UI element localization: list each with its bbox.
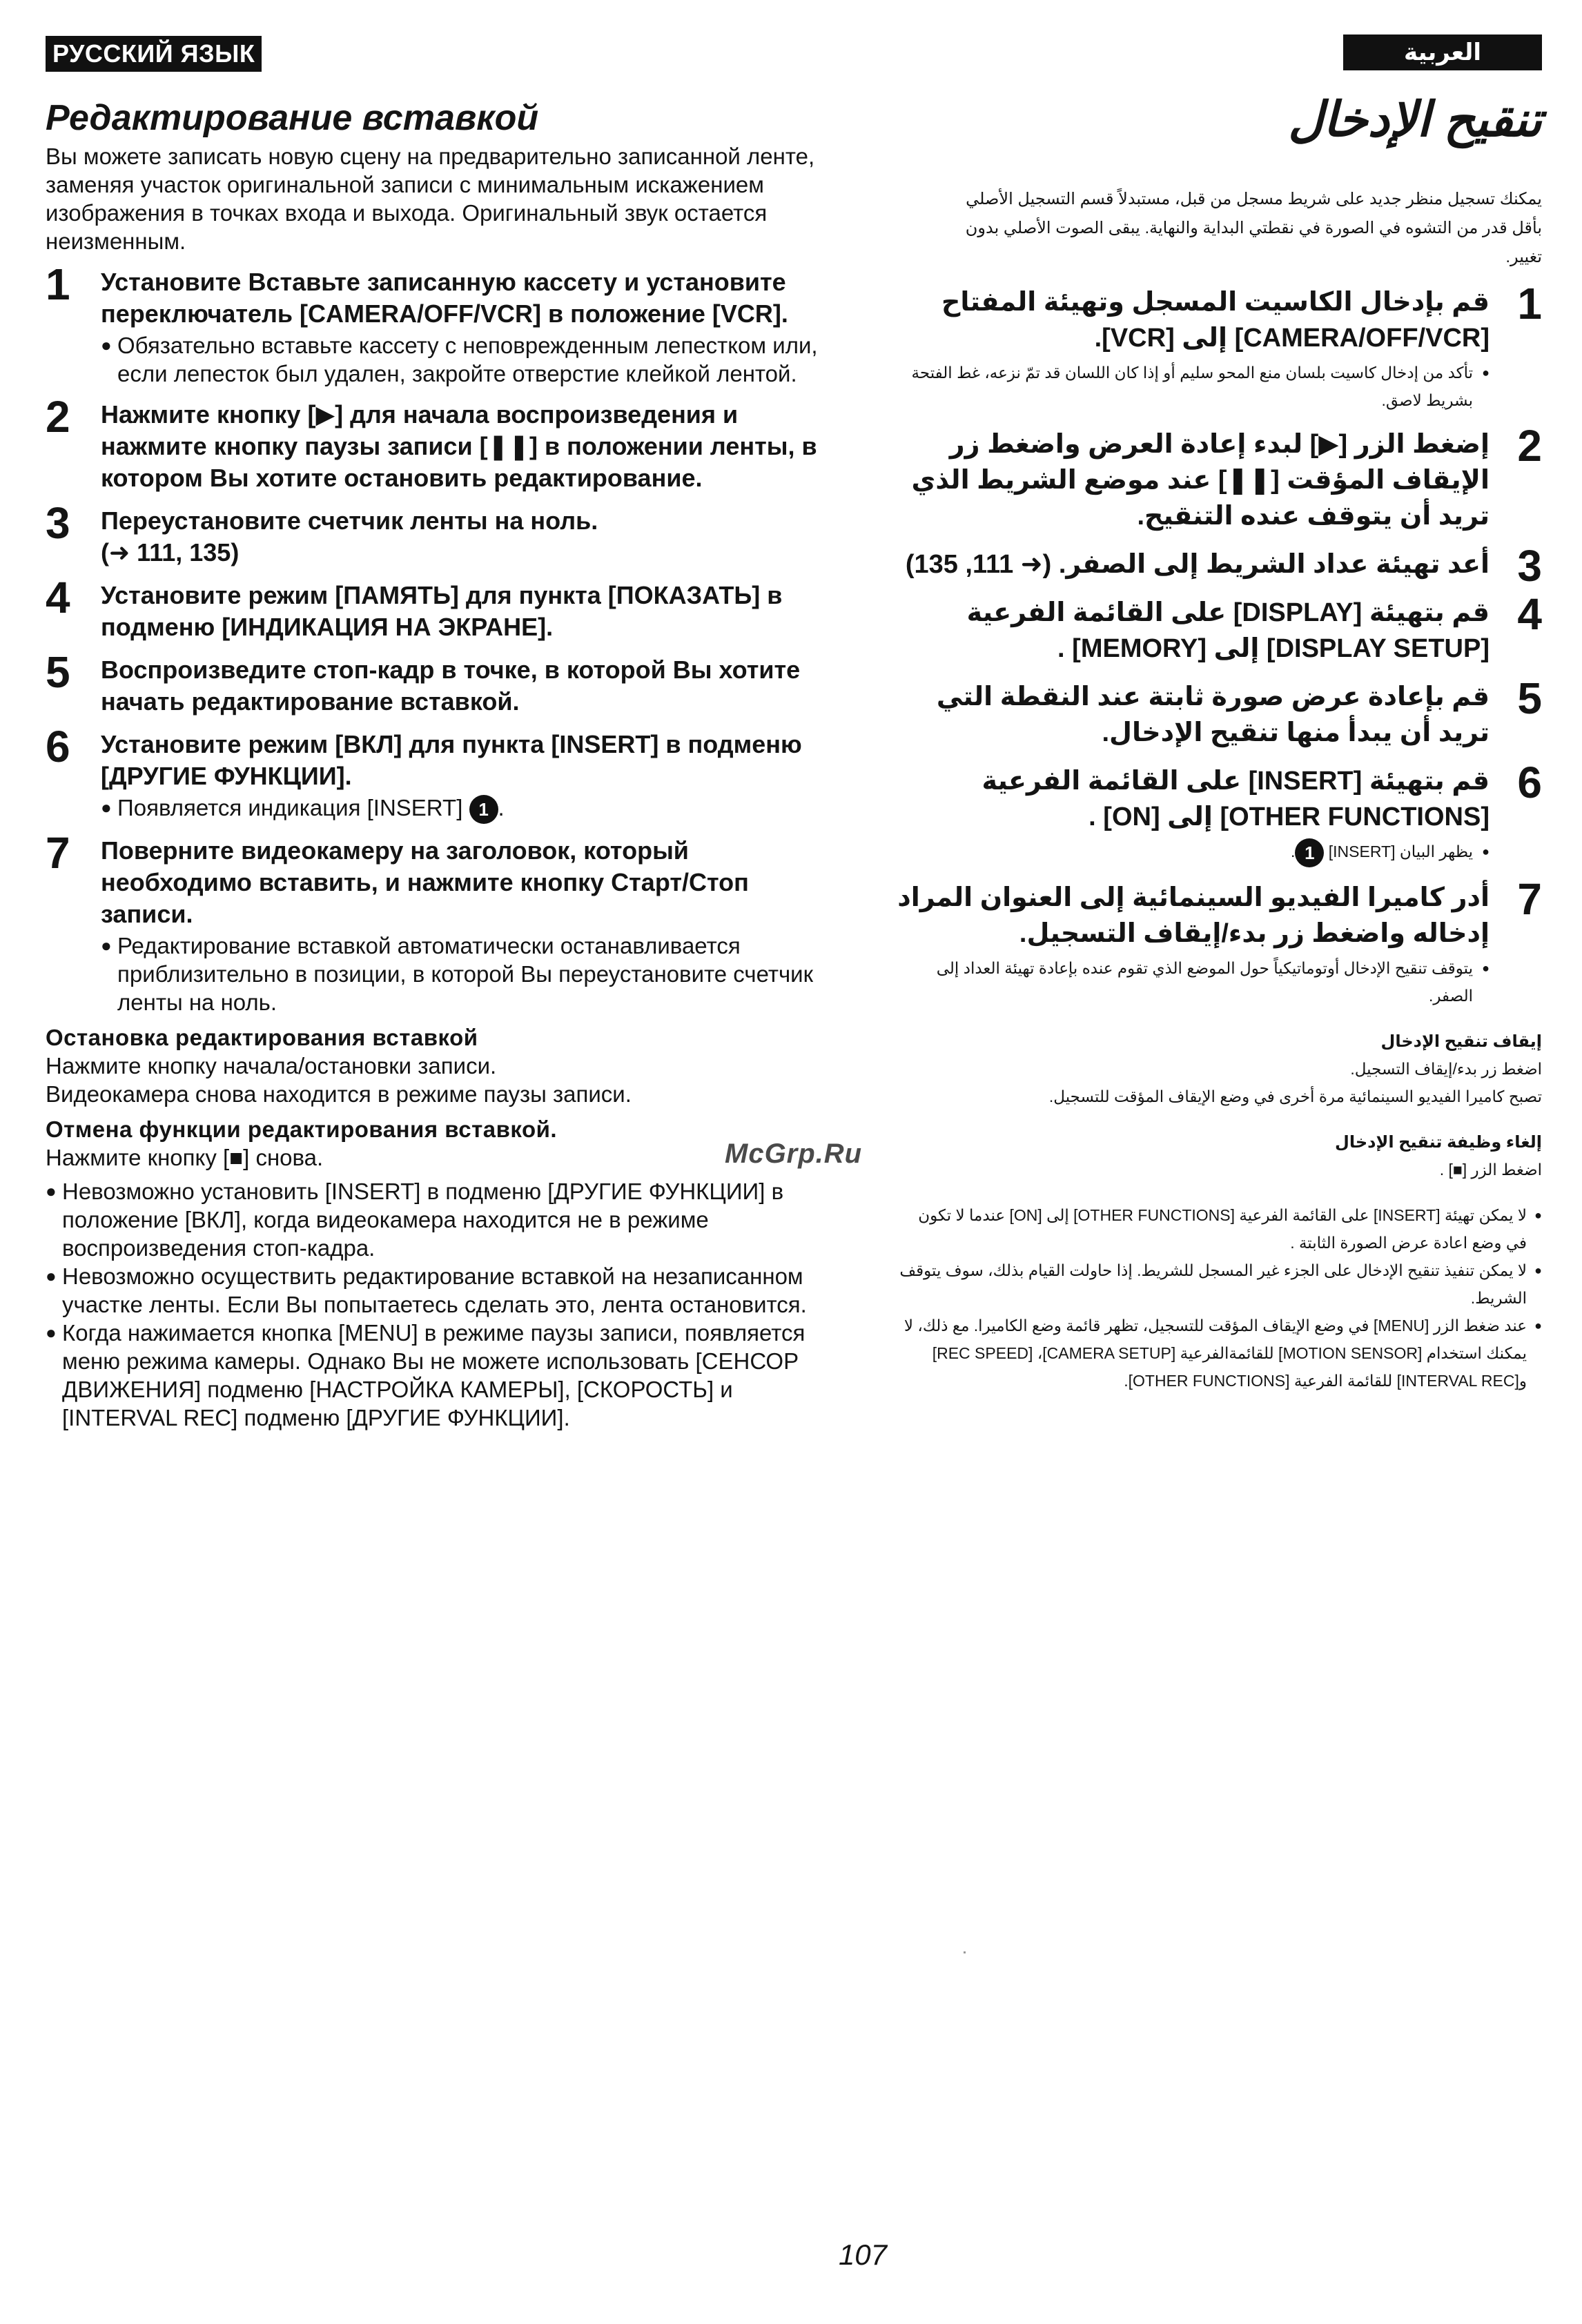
step-number: 1 <box>1517 279 1542 328</box>
intro-text-ru: Вы можете записать новую сцену на предварительно записанной ленте, заменяя участок оригинальной записи с минимальным искажением изображения в точках входа и выхода. Оригинальный звук остается неизменным. <box>46 144 815 254</box>
step-instruction: Установите режим [ПАМЯТЬ] для пункта [ПОКАЗАТЬ] в подменю [ИНДИКАЦИЯ НА ЭКРАНЕ]. <box>101 581 783 641</box>
scan-speck <box>964 1951 966 1953</box>
step-instruction: إضغط الزر [▶] لبدء إعادة العرض واضغط زر الإيقاف المؤقت [❚❚] عند موضع الشريط الذي تريد أن يتوقف عنده التنقيح. <box>911 430 1490 531</box>
step-number: 5 <box>46 647 70 697</box>
step-number: 3 <box>46 498 70 548</box>
step-number: 6 <box>46 722 70 771</box>
page-number: 107 <box>838 2238 888 2271</box>
note-item: ● لا يمكن تهيئة [INSERT] على القائمة الفرعية [OTHER FUNCTIONS] إلى [ON] عندما لا تكون في وضع اعادة عرض الصورة الثابتة . <box>897 1201 1542 1257</box>
step-3-ar <box>897 541 1542 591</box>
step-note: ● تأكد من إدخال كاسيت بلسان منع المحو سليم أو إذا كان اللسان قد تمّ نزعه، غط الفتحة بشريط لاصق. <box>897 359 1490 414</box>
indicator-callout-1-icon: 1 <box>469 795 498 824</box>
step-instruction: Установите Вставьте записанную кассету и установите переключатель [CAMERA/OFF/VCR] в положение [VCR]. <box>101 268 788 328</box>
step-note: ● يتوقف تنقيح الإدخال أوتوماتيكياً حول الموضع الذي تقوم عنده بإعادة تهيئة العداد إلى الصفر. <box>897 954 1490 1010</box>
step-instruction: قم بإدخال الكاسيت المسجل وتهيئة المفتاح [CAMERA/OFF/VCR] إلى [VCR]. <box>941 288 1490 353</box>
step-number: 2 <box>46 392 70 442</box>
step-7-ar <box>897 874 1542 1010</box>
section-heading-cancel-ar: إلغاء وظيفة تنقيح الإدخال <box>1335 1132 1542 1152</box>
page-title-ru: Редактирование вставкой <box>46 98 539 138</box>
indicator-callout-1-icon: 1 <box>1295 838 1324 867</box>
step-instruction: قم بتهيئة [INSERT] على القائمة الفرعية [OTHER FUNCTIONS] إلى [ON] . <box>982 767 1490 831</box>
step-note-text: Появляется индикация [INSERT] <box>117 795 463 820</box>
step-instruction: أدر كاميرا الفيديو السينمائية إلى العنوان المراد إدخاله واضغط زر بدء/إيقاف التسجيل. <box>897 883 1490 948</box>
stop-line: اضغط زر بدء/إيقاف التسجيل. <box>1350 1059 1542 1078</box>
step-number: 4 <box>46 573 70 622</box>
step-number: 2 <box>1517 421 1542 471</box>
russian-column <box>46 97 819 1432</box>
step-instruction: Поверните видеокамеру на заголовок, который необходимо вставить, и нажмите кнопку Старт/Стоп записи. <box>101 836 749 929</box>
step-instruction: Воспроизведите стоп-кадр в точке, в которой Вы хотите начать редактирование вставкой. <box>101 656 801 716</box>
section-heading-stop-ar: إيقاف تنقيح الإدخال <box>1380 1032 1542 1051</box>
watermark: McGrp.Ru <box>725 1139 863 1169</box>
intro-text-ar: يمكنك تسجيل منظر جديد على شريط مسجل من قبل، مستبدلاً قسم التسجيل الأصلي بأقل قدر من التشوه في الصورة في نقطتي البداية والنهاية. يبقى الصوت الأصلي بدون تغيير. <box>965 190 1542 266</box>
step-number: 3 <box>1517 541 1542 591</box>
step-page-reference: (➜ 111, 135) <box>101 538 240 567</box>
step-number: 7 <box>46 828 70 878</box>
step-4-ru <box>46 573 819 643</box>
step-6-ar <box>897 758 1542 867</box>
language-tab-arabic: العربية <box>1343 35 1542 70</box>
step-number: 1 <box>46 259 70 309</box>
step-note: ● يظهر البيان [INSERT] 1. <box>897 838 1490 867</box>
step-5-ar <box>897 673 1542 751</box>
step-note: ● Обязательно вставьте кассету с неповрежденным лепестком или, если лепесток был удален, закройте отверстие клейкой лентой. <box>101 331 819 388</box>
step-number: 5 <box>1517 673 1542 723</box>
section-heading-cancel-ru: Отмена функции редактирования вставкой. <box>46 1116 558 1143</box>
step-3-ru <box>46 498 819 569</box>
step-note-text: يظهر البيان [INSERT] <box>1328 843 1473 860</box>
step-instruction: Установите режим [ВКЛ] для пункта [INSERT] в подменю [ДРУГИЕ ФУНКЦИИ]. <box>101 730 802 790</box>
step-instruction: Переустановите счетчик ленты на ноль. <box>101 506 598 535</box>
step-1-ar <box>897 279 1542 414</box>
step-number: 7 <box>1517 874 1542 924</box>
notes-list-ar <box>897 1201 1542 1395</box>
arabic-column <box>897 88 1542 1395</box>
step-2-ru <box>46 392 819 494</box>
step-note: ● Редактирование вставкой автоматически останавливается приблизительно в позиции, в которой Вы переустановите счетчик ленты на ноль. <box>101 932 819 1016</box>
step-6-ru <box>46 722 819 824</box>
step-number: 4 <box>1517 589 1542 639</box>
stop-line: تصبح كاميرا الفيديو السينمائية مرة أخرى في وضع الإيقاف المؤقت للتسجيل. <box>1048 1087 1542 1105</box>
step-instruction: أعد تهيئة عداد الشريط إلى الصفر. (➜ 111, 135) <box>905 550 1490 579</box>
stop-line: Видеокамера снова находится в режиме паузы записи. <box>46 1081 632 1107</box>
step-7-ru <box>46 828 819 1016</box>
step-2-ar <box>897 421 1542 534</box>
step-1-ru <box>46 259 819 388</box>
step-5-ru <box>46 647 819 718</box>
step-4-ar <box>897 589 1542 667</box>
note-item: ● Невозможно установить [INSERT] в подменю [ДРУГИЕ ФУНКЦИИ] в положение [ВКЛ], когда видеокамера находится не в режиме воспроизведения стоп-кадра. <box>46 1177 819 1262</box>
step-number: 6 <box>1517 758 1542 807</box>
language-tab-russian: РУССКИЙ ЯЗЫК <box>46 36 262 72</box>
step-instruction: قم بتهيئة [DISPLAY] على القائمة الفرعية [DISPLAY SETUP] إلى [MEMORY] . <box>966 598 1490 663</box>
note-item: ● Когда нажимается кнопка [MENU] в режиме паузы записи, появляется меню режима камеры. Однако Вы не можете использовать [СЕНСОР ДВИЖЕНИЯ] подменю [НАСТРОЙКА КАМЕРЫ], [СКОРОСТЬ] и [INTERVAL REC] подменю [ДРУГИЕ ФУНКЦИИ]. <box>46 1319 819 1432</box>
note-item: ● Невозможно осуществить редактирование вставкой на незаписанном участке ленты. Если Вы попытаетесь сделать это, лента остановится. <box>46 1262 819 1319</box>
step-note: ● Появляется индикация [INSERT] 1 . <box>101 794 819 824</box>
notes-list-ru <box>46 1177 819 1432</box>
cancel-line: Нажмите кнопку [■] снова. <box>46 1145 324 1171</box>
note-item: ● عند ضغط الزر [MENU] في وضع الإيقاف المؤقت للتسجيل، تظهر قائمة وضع الكاميرا. مع ذلك، لا يمكنك استخدام [MOTION SENSOR] للقائمةالفرعية [CAMERA SETUP]، [REC SPEED] و[INTERVAL REC] للقائمة الفرعية [OTHER FUNCTIONS]. <box>897 1312 1542 1395</box>
step-instruction: Нажмите кнопку [▶] для начала воспроизведения и нажмите кнопку паузы записи [❚❚] в положении ленты, в котором Вы хотите остановить редактирование. <box>101 400 817 492</box>
section-heading-stop-ru: Остановка редактирования вставкой <box>46 1025 478 1051</box>
step-instruction: قم بإعادة عرض صورة ثابتة عند النقطة التي تريد أن يبدأ منها تنقيح الإدخال. <box>936 682 1490 747</box>
cancel-line: اضغط الزر [■] . <box>1439 1160 1542 1179</box>
stop-line: Нажмите кнопку начала/остановки записи. <box>46 1053 497 1079</box>
page-title-ar: تنقيح الإدخال <box>1288 92 1542 146</box>
note-item: ● لا يمكن تنفيذ تنقيح الإدخال على الجزء غير المسجل للشريط. إذا حاولت القيام بذلك، سوف يتوقف الشريط. <box>897 1257 1542 1312</box>
